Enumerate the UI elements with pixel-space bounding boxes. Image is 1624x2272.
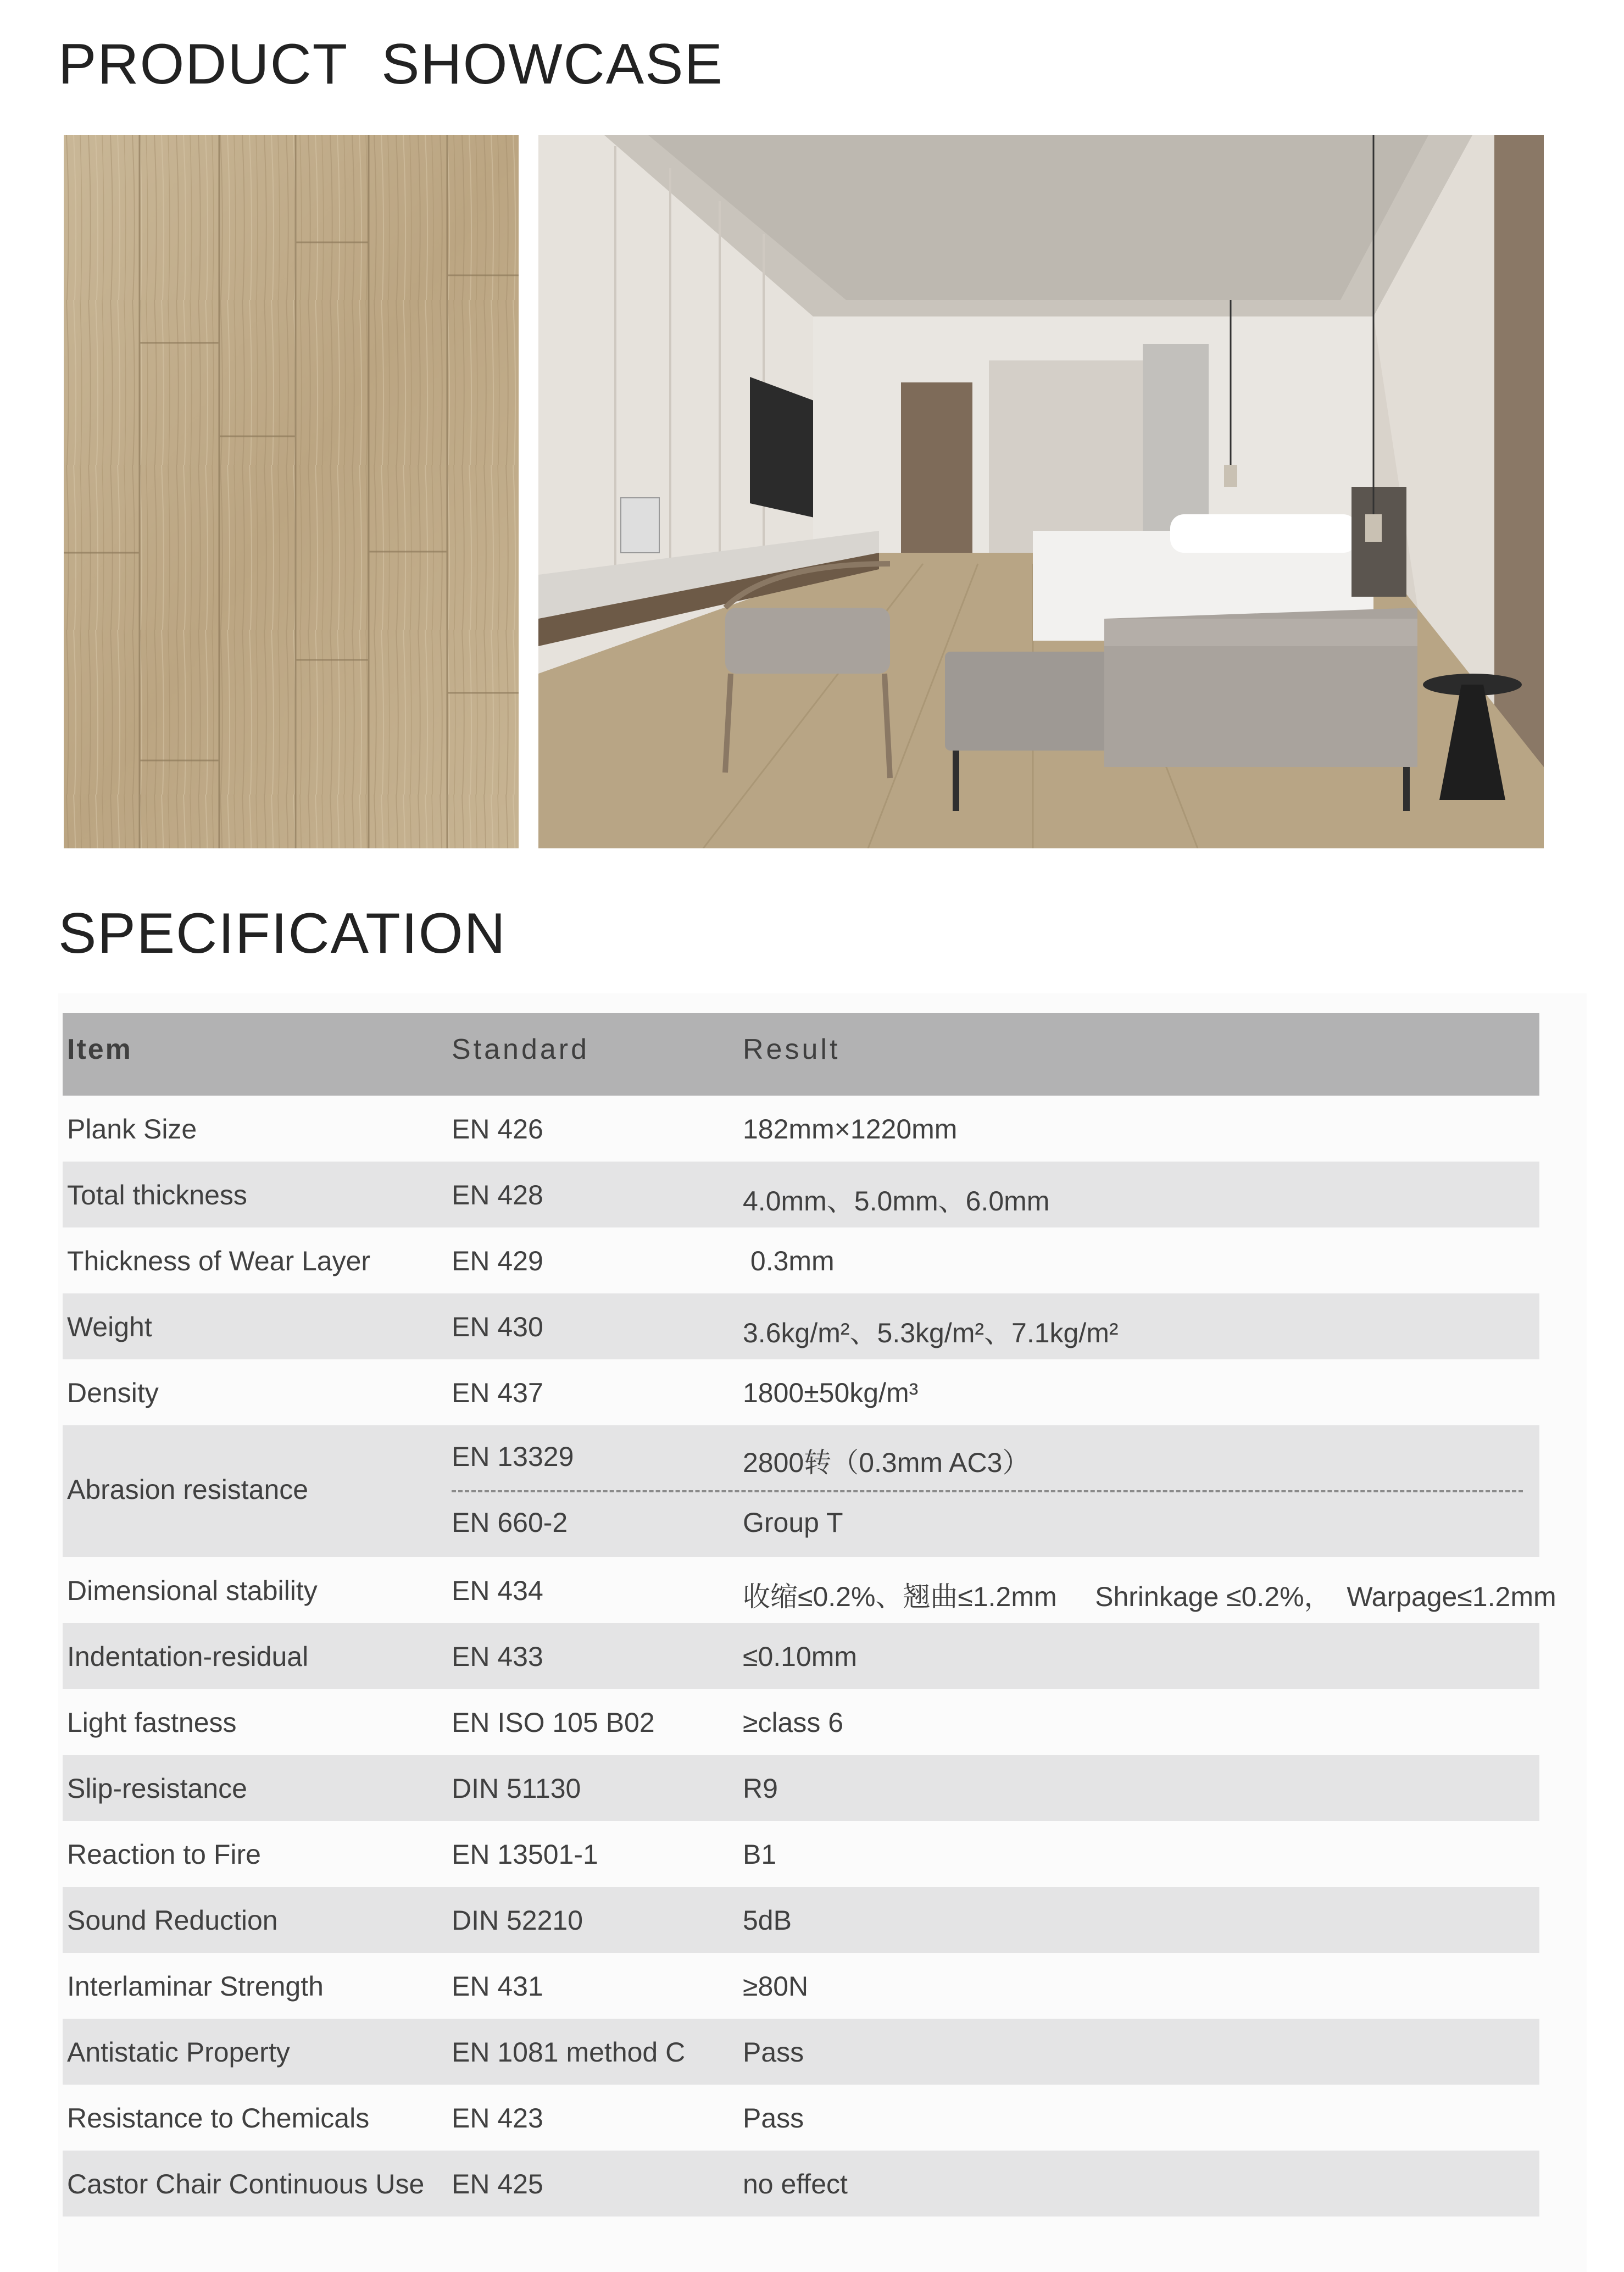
row-standard: EN 428 (452, 1180, 543, 1210)
row-result: Pass (743, 2037, 804, 2068)
row-item: Castor Chair Continuous Use (67, 2169, 425, 2199)
table-header-row (63, 1013, 1539, 1096)
row-item: Thickness of Wear Layer (67, 1246, 371, 1276)
row-item: Reaction to Fire (67, 1839, 261, 1870)
table-row-plank-size (63, 1096, 1539, 1162)
row-item: Weight (67, 1312, 152, 1342)
row-result: ≤0.10mm (743, 1641, 858, 1672)
row-result: no effect (743, 2169, 848, 2199)
specification-heading: SPECIFICATION (58, 902, 507, 965)
table-row-weight (63, 1293, 1539, 1359)
wood-plank-sample-icon (64, 135, 519, 848)
table-row-indentation (63, 1623, 1539, 1689)
table-row-antistatic (63, 2019, 1539, 2085)
row-result: 3.6kg/m²、5.3kg/m²、7.1kg/m² (743, 1318, 1119, 1348)
row-item: Indentation-residual (67, 1641, 309, 1672)
row-result: 4.0mm、5.0mm、6.0mm (743, 1186, 1050, 1216)
row-standard-2: EN 660-2 (452, 1507, 568, 1538)
row-standard: DIN 51130 (452, 1773, 581, 1804)
table-row-slip-resistance (63, 1755, 1539, 1821)
row-item: Density (67, 1377, 159, 1408)
table-row-castor-chair (63, 2151, 1539, 2217)
row-standard: DIN 52210 (452, 1905, 583, 1936)
table-row-abrasion (63, 1425, 1539, 1557)
row-standard: EN ISO 105 B02 (452, 1707, 655, 1738)
row-standard: EN 13501-1 (452, 1839, 598, 1870)
row-item: Total thickness (67, 1180, 247, 1210)
row-standard: EN 433 (452, 1641, 543, 1672)
row-standard: EN 423 (452, 2103, 543, 2134)
row-result: 收缩≤0.2%、翘曲≤1.2mm Shrinkage ≤0.2%， Warpage≤1.2mm (743, 1581, 1556, 1612)
row-result: ≥class 6 (743, 1707, 844, 1738)
row-standard: EN 431 (452, 1971, 543, 2002)
row-result: 182mm×1220mm (743, 1114, 958, 1145)
row-standard: EN 426 (452, 1114, 543, 1145)
row-result: 2800转（0.3mm AC3） (743, 1447, 1030, 1478)
row-standard: EN 429 (452, 1246, 543, 1276)
row-standard: EN 13329 (452, 1441, 574, 1472)
row-item: Abrasion resistance (67, 1474, 309, 1505)
table-row-interlaminar-strength (63, 1953, 1539, 2019)
row-result: 1800±50kg/m³ (743, 1377, 919, 1408)
hotel-room-interior-icon (538, 135, 1544, 848)
row-standard: EN 1081 method C (452, 2037, 686, 2068)
row-result: B1 (743, 1839, 777, 1870)
row-item: Dimensional stability (67, 1575, 318, 1606)
showcase-heading: PRODUCT SHOWCASE (58, 32, 724, 96)
table-row-chemicals (63, 2085, 1539, 2151)
specification-table (63, 1013, 1556, 2217)
dashed-divider (452, 1490, 1523, 1492)
table-row-sound-reduction (63, 1887, 1539, 1953)
row-item: Antistatic Property (67, 2037, 290, 2068)
row-result: ≥80N (743, 1971, 809, 2002)
row-item: Interlaminar Strength (67, 1971, 324, 2002)
row-result-2: Group T (743, 1507, 843, 1538)
table-row-wear-layer (63, 1227, 1539, 1293)
row-standard: EN 434 (452, 1575, 543, 1606)
header-standard: Standard (452, 1034, 590, 1065)
row-result: 0.3mm (743, 1246, 835, 1276)
header-result: Result (743, 1034, 841, 1065)
table-row-reaction-to-fire (63, 1821, 1539, 1887)
row-standard: EN 437 (452, 1377, 543, 1408)
row-item: Slip-resistance (67, 1773, 247, 1804)
row-standard: EN 430 (452, 1312, 543, 1342)
table-row-dimensional-stability (63, 1557, 1556, 1623)
row-standard: EN 425 (452, 2169, 543, 2199)
row-item: Light fastness (67, 1707, 237, 1738)
table-row-light-fastness (63, 1689, 1539, 1755)
row-result: Pass (743, 2103, 804, 2134)
row-item: Plank Size (67, 1114, 197, 1145)
row-result: 5dB (743, 1905, 792, 1936)
header-item: Item (67, 1034, 132, 1065)
table-row-density (63, 1359, 1539, 1425)
row-item: Sound Reduction (67, 1905, 278, 1936)
row-result: R9 (743, 1773, 778, 1804)
table-row-total-thickness (63, 1162, 1539, 1227)
row-item: Resistance to Chemicals (67, 2103, 370, 2134)
